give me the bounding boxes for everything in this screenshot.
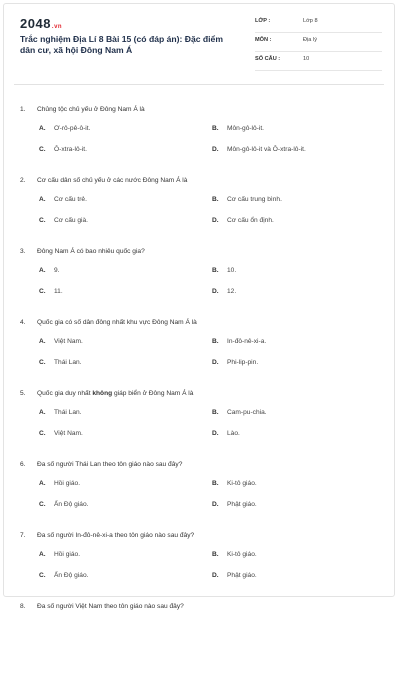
question-number: 4.: [20, 319, 26, 326]
option-text: Môn-gô-lô-it và Ô-xtra-lô-it.: [227, 146, 306, 153]
option-letter: C.: [39, 501, 46, 508]
option-b[interactable]: [212, 409, 267, 416]
question-item: [20, 390, 382, 461]
option-d[interactable]: [212, 217, 274, 224]
option-letter: D.: [212, 217, 219, 224]
question-stem-start: Quốc gia duy nhất: [37, 390, 93, 397]
meta-table: [255, 16, 382, 73]
question-item: [20, 106, 382, 177]
option-text: Cơ cấu trung bình.: [227, 196, 282, 203]
meta-label: MÔN :: [255, 37, 272, 43]
option-letter: D.: [212, 501, 219, 508]
question-item: [20, 319, 382, 390]
page-header: [20, 14, 382, 74]
option-letter: B.: [212, 480, 219, 487]
option-text: Lào.: [227, 430, 240, 437]
option-d[interactable]: [212, 288, 236, 295]
option-letter: A.: [39, 338, 46, 345]
option-b[interactable]: [212, 480, 257, 487]
option-letter: C.: [39, 572, 46, 579]
option-letter: A.: [39, 409, 46, 416]
option-letter: B.: [212, 551, 219, 558]
option-letter: C.: [39, 430, 46, 437]
question-text: [20, 319, 197, 326]
option-text: Phật giáo.: [227, 572, 257, 579]
option-letter: C.: [39, 217, 46, 224]
option-c[interactable]: [39, 572, 88, 579]
option-a[interactable]: [39, 480, 80, 487]
option-text: Việt Nam.: [54, 338, 83, 345]
option-letter: A.: [39, 480, 46, 487]
question-stem: Đông Nam Á có bao nhiêu quốc gia?: [37, 248, 145, 255]
option-text: Cam-pu-chia.: [227, 409, 267, 416]
option-d[interactable]: [212, 501, 257, 508]
meta-row-class: [255, 16, 382, 33]
option-letter: B.: [212, 196, 219, 203]
option-text: Ấn Độ giáo.: [54, 501, 89, 508]
question-item: [20, 603, 382, 674]
option-letter: B.: [212, 338, 219, 345]
question-stem: Đa số người Việt Nam theo tôn giáo nào sau đây?: [37, 603, 184, 610]
option-letter: D.: [212, 430, 219, 437]
option-letter: D.: [212, 572, 219, 579]
question-number: 8.: [20, 603, 26, 610]
option-text: Cơ cấu trẻ.: [54, 196, 87, 203]
option-text: Việt Nam.: [54, 430, 83, 437]
option-c[interactable]: [39, 501, 88, 508]
option-text: Thái Lan.: [54, 409, 82, 416]
question-number: 5.: [20, 390, 26, 397]
option-a[interactable]: [39, 338, 83, 345]
question-text: [20, 106, 145, 113]
option-d[interactable]: [212, 146, 306, 153]
option-letter: B.: [212, 267, 219, 274]
option-text: Ki-tô giáo.: [227, 480, 257, 487]
option-text: 11.: [54, 288, 63, 295]
option-letter: A.: [39, 267, 46, 274]
option-b[interactable]: [212, 125, 264, 132]
option-c[interactable]: [39, 430, 83, 437]
logo-number: 2048: [20, 16, 51, 31]
option-a[interactable]: [39, 267, 60, 274]
option-text: Môn-gô-lô-it.: [227, 125, 265, 132]
option-text: Cơ cấu ổn định.: [227, 217, 274, 224]
question-number: 3.: [20, 248, 26, 255]
option-text: Cơ cấu già.: [54, 217, 89, 224]
option-letter: A.: [39, 196, 46, 203]
meta-value: 10: [303, 56, 310, 62]
option-text: Phật giáo.: [227, 501, 257, 508]
option-letter: D.: [212, 146, 219, 153]
option-c[interactable]: [39, 146, 87, 153]
question-stem: Đa số người In-đô-nê-xi-a theo tôn giáo nào sau đây?: [37, 532, 195, 539]
question-stem: Cơ cấu dân số chủ yếu ở các nước Đông Nam Á là: [37, 177, 188, 184]
question-number: 6.: [20, 461, 26, 468]
option-d[interactable]: [212, 359, 258, 366]
meta-label: SỐ CÂU :: [255, 56, 281, 62]
option-d[interactable]: [212, 572, 257, 579]
option-text: Ấn Độ giáo.: [54, 572, 89, 579]
option-text: In-đô-nê-xi-a.: [227, 338, 267, 345]
question-emphasis: không: [92, 390, 113, 397]
question-text: [20, 177, 187, 184]
question-item: [20, 461, 382, 532]
question-text: [20, 390, 193, 397]
option-c[interactable]: [39, 288, 63, 295]
question-text: [20, 248, 145, 255]
option-b[interactable]: [212, 267, 236, 274]
header-divider: [14, 84, 384, 85]
site-logo[interactable]: [20, 16, 62, 31]
option-letter: B.: [212, 125, 219, 132]
question-number: 2.: [20, 177, 26, 184]
question-text: [20, 603, 184, 610]
question-stem-end: giáp biển ở Đông Nam Á là: [112, 390, 194, 397]
option-b[interactable]: [212, 551, 257, 558]
option-text: Thái Lan.: [54, 359, 82, 366]
question-stem: Chủng tộc chủ yếu ở Đông Nam Á là: [37, 106, 145, 113]
option-letter: A.: [39, 125, 46, 132]
meta-value: Địa lý: [303, 37, 317, 43]
question-text: [20, 461, 182, 468]
question-number: 7.: [20, 532, 26, 539]
option-c[interactable]: [39, 359, 82, 366]
question-text: [20, 532, 194, 539]
meta-row-count: [255, 54, 382, 71]
question-item: [20, 177, 382, 248]
option-text: 9.: [54, 267, 60, 274]
page-title: Trắc nghiệm Địa Lí 8 Bài 15 (có đáp án): Đặc điểm dân cư, xã hội Đông Nam Á: [20, 34, 223, 55]
option-a[interactable]: [39, 551, 80, 558]
option-letter: C.: [39, 288, 46, 295]
option-letter: C.: [39, 146, 46, 153]
option-letter: A.: [39, 551, 46, 558]
meta-label: LỚP :: [255, 18, 271, 24]
question-stem: Đa số người Thái Lan theo tôn giáo nào sau đây?: [37, 461, 183, 468]
logo-tld: .vn: [51, 24, 63, 30]
option-b[interactable]: [212, 338, 266, 345]
option-letter: C.: [39, 359, 46, 366]
option-text: Hồi giáo.: [54, 551, 81, 558]
question-list: [20, 106, 382, 674]
option-letter: D.: [212, 359, 219, 366]
option-letter: B.: [212, 409, 219, 416]
option-d[interactable]: [212, 430, 240, 437]
option-text: Phi-lip-pin.: [227, 359, 259, 366]
question-stem: Quốc gia có số dân đông nhất khu vực Đông Nam Á là: [37, 319, 197, 326]
question-item: [20, 248, 382, 319]
question-number: 1.: [20, 106, 26, 113]
option-c[interactable]: [39, 217, 88, 224]
option-text: Ki-tô giáo.: [227, 551, 257, 558]
option-letter: D.: [212, 288, 219, 295]
option-text: Ô-xtra-lô-it.: [54, 146, 87, 153]
meta-value: Lớp 8: [303, 18, 318, 24]
option-text: Ơ-rô-pê-ô-it.: [54, 125, 91, 132]
question-item: [20, 532, 382, 603]
option-text: 10.: [227, 267, 237, 274]
option-a[interactable]: [39, 196, 87, 203]
option-a[interactable]: [39, 125, 90, 132]
meta-row-subject: [255, 35, 382, 52]
option-text: 12.: [227, 288, 237, 295]
option-a[interactable]: [39, 409, 82, 416]
option-b[interactable]: [212, 196, 282, 203]
option-text: Hồi giáo.: [54, 480, 81, 487]
